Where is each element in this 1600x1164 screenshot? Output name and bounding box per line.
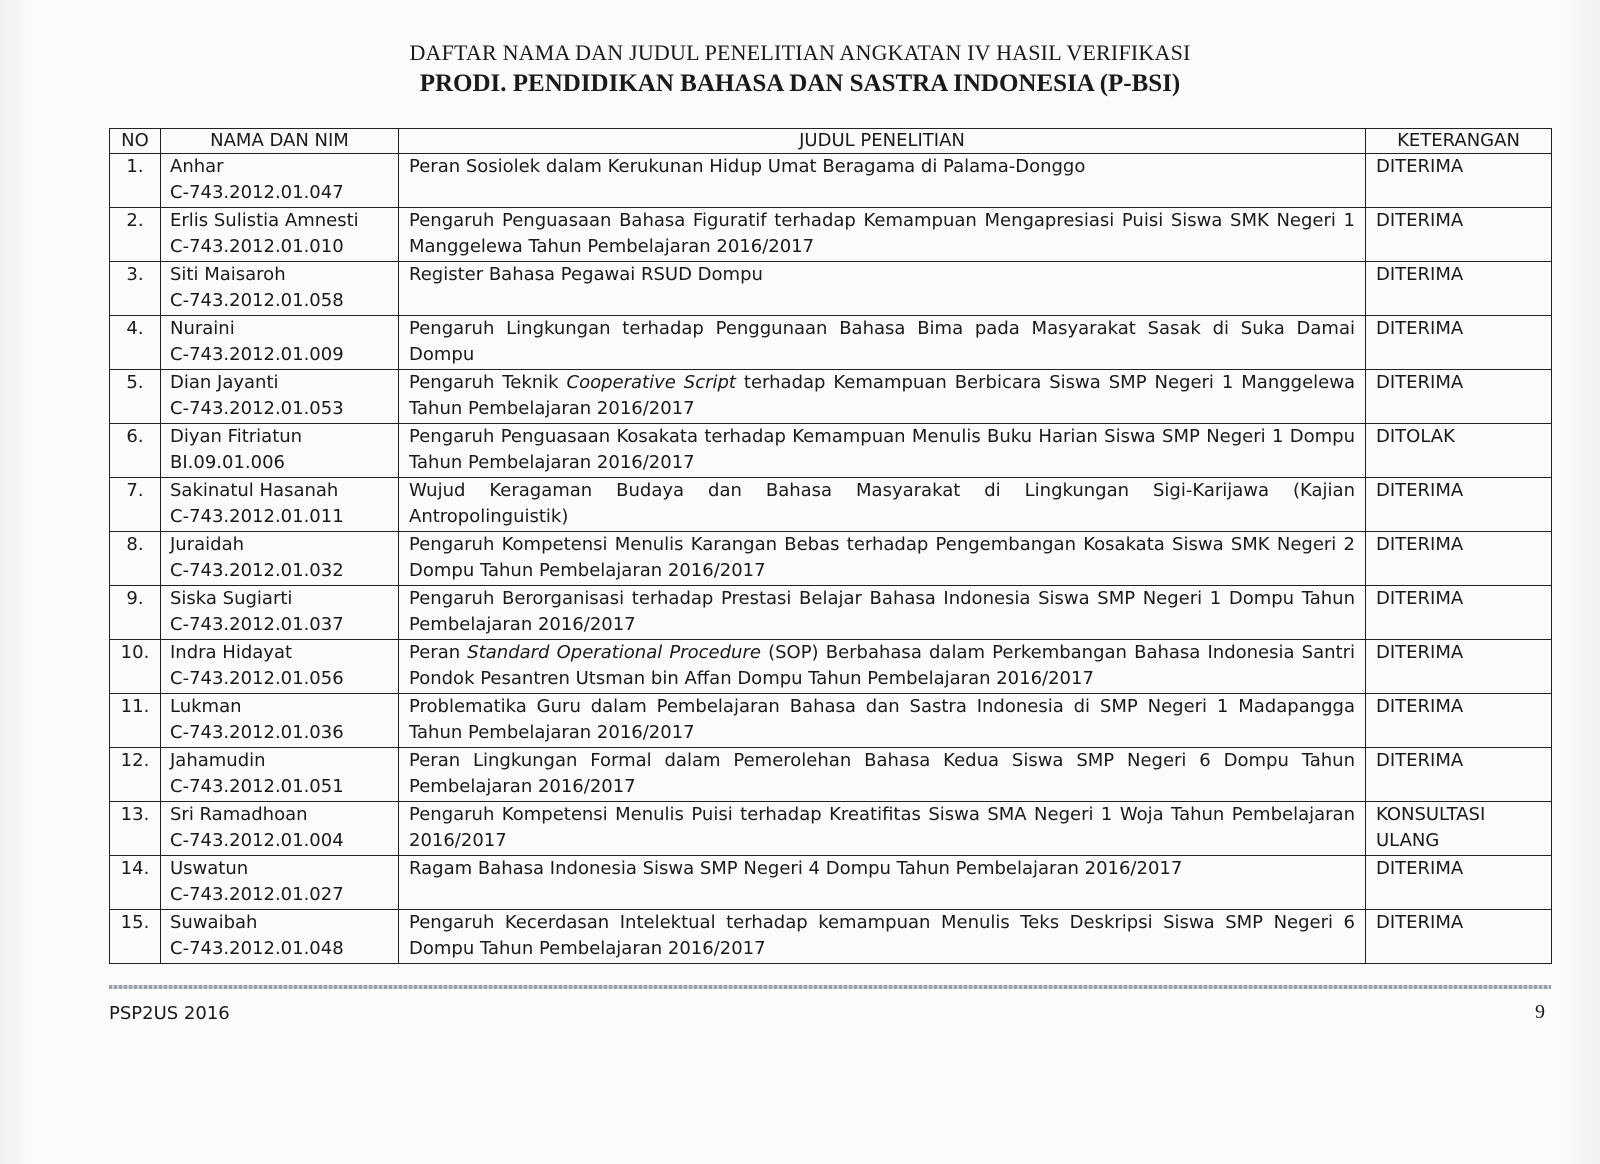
table-row	[110, 424, 1552, 478]
student-name: Lukman	[170, 696, 242, 717]
table-row	[110, 370, 1552, 424]
student-name: Sri Ramadhoan	[170, 804, 308, 825]
table-row	[110, 154, 1552, 208]
research-title	[399, 694, 1366, 748]
column-header-status: KETERANGAN	[1366, 129, 1552, 154]
title-segment: Ragam Bahasa Indonesia Siswa SMP Negeri 4 Dompu Tahun Pembelajaran 2016/2017	[409, 858, 1183, 879]
research-title	[399, 370, 1366, 424]
student-nim: BI.09.01.006	[170, 452, 285, 473]
research-title	[399, 910, 1366, 964]
row-number: 11.	[110, 694, 161, 748]
title-segment: Pengaruh Lingkungan terhadap Penggunaan Bahasa Bima pada Masyarakat Sasak di Suka Damai Dompu	[409, 318, 1355, 365]
title-segment: Pengaruh Teknik	[409, 372, 567, 393]
title-segment: Peran Lingkungan Formal dalam Pemerolehan Bahasa Kedua Siswa SMP Negeri 6 Dompu Tahun Pembelajaran 2016/2017	[409, 750, 1355, 797]
status-cell: DITERIMA	[1366, 154, 1552, 208]
name-nim-cell	[161, 316, 399, 370]
name-nim-cell	[161, 370, 399, 424]
status-cell: DITERIMA	[1366, 586, 1552, 640]
name-nim-cell	[161, 802, 399, 856]
name-nim-cell	[161, 154, 399, 208]
student-name: Erlis Sulistia Amnesti	[170, 210, 359, 231]
student-name: Diyan Fitriatun	[170, 426, 303, 447]
student-nim: C-743.2012.01.053	[170, 398, 344, 419]
name-nim-cell	[161, 694, 399, 748]
table-row	[110, 532, 1552, 586]
student-nim: C-743.2012.01.056	[170, 668, 344, 689]
row-number: 7.	[110, 478, 161, 532]
column-header-no: NO	[110, 129, 161, 154]
student-nim: C-743.2012.01.037	[170, 614, 344, 635]
table-row	[110, 208, 1552, 262]
column-header-title: JUDUL PENELITIAN	[399, 129, 1366, 154]
student-name: Juraidah	[170, 534, 245, 555]
title-segment: Pengaruh Berorganisasi terhadap Prestasi Belajar Bahasa Indonesia Siswa SMP Negeri 1 Dompu Tahun Pembelajaran 2016/2017	[409, 588, 1355, 635]
student-name: Dian Jayanti	[170, 372, 279, 393]
research-table	[109, 128, 1552, 964]
name-nim-cell	[161, 856, 399, 910]
research-title	[399, 856, 1366, 910]
student-nim: C-743.2012.01.048	[170, 938, 344, 959]
status-cell: DITOLAK	[1366, 424, 1552, 478]
student-nim: C-743.2012.01.051	[170, 776, 344, 797]
row-number: 5.	[110, 370, 161, 424]
student-nim: C-743.2012.01.010	[170, 236, 344, 257]
title-italic-segment: Cooperative Script	[566, 372, 736, 393]
table-row	[110, 262, 1552, 316]
name-nim-cell	[161, 208, 399, 262]
title-segment: Peran	[409, 642, 468, 663]
title-segment: Problematika Guru dalam Pembelajaran Bahasa dan Sastra Indonesia di SMP Negeri 1 Madapangga Tahun Pembelajaran 2016/2017	[409, 696, 1355, 743]
student-nim: C-743.2012.01.058	[170, 290, 344, 311]
status-cell: DITERIMA	[1366, 910, 1552, 964]
research-title	[399, 748, 1366, 802]
student-nim: C-743.2012.01.047	[170, 182, 344, 203]
row-number: 14.	[110, 856, 161, 910]
research-title	[399, 532, 1366, 586]
table-row	[110, 640, 1552, 694]
research-title	[399, 640, 1366, 694]
name-nim-cell	[161, 586, 399, 640]
status-cell: DITERIMA	[1366, 262, 1552, 316]
student-name: Jahamudin	[170, 750, 266, 771]
status-cell: KONSULTASI ULANG	[1366, 802, 1552, 856]
table-row	[110, 694, 1552, 748]
student-name: Siti Maisaroh	[170, 264, 286, 285]
table-row	[110, 748, 1552, 802]
title-segment: Wujud Keragaman Budaya dan Bahasa Masyarakat di Lingkungan Sigi-Karijawa (Kajian Antropolinguistik)	[409, 480, 1355, 527]
title-segment: Pengaruh Penguasaan Bahasa Figuratif terhadap Kemampuan Mengapresiasi Puisi Siswa SMK Negeri 1 Manggelewa Tahun Pembelajaran 2016/2017	[409, 210, 1355, 257]
status-cell: DITERIMA	[1366, 748, 1552, 802]
name-nim-cell	[161, 262, 399, 316]
student-nim: C-743.2012.01.009	[170, 344, 344, 365]
student-name: Nuraini	[170, 318, 235, 339]
title-segment: Pengaruh Kompetensi Menulis Puisi terhadap Kreatifitas Siswa SMA Negeri 1 Woja Tahun Pembelajaran 2016/2017	[409, 804, 1355, 851]
row-number: 9.	[110, 586, 161, 640]
name-nim-cell	[161, 532, 399, 586]
table-row	[110, 856, 1552, 910]
row-number: 13.	[110, 802, 161, 856]
table-body	[110, 154, 1552, 964]
name-nim-cell	[161, 478, 399, 532]
research-title	[399, 802, 1366, 856]
title-segment: Pengaruh Kecerdasan Intelektual terhadap kemampuan Menulis Teks Deskripsi Siswa SMP Negeri 6 Dompu Tahun Pembelajaran 2016/2017	[409, 912, 1355, 959]
student-nim: C-743.2012.01.011	[170, 506, 344, 527]
title-segment: Register Bahasa Pegawai RSUD Dompu	[409, 264, 763, 285]
student-nim: C-743.2012.01.004	[170, 830, 344, 851]
document-subtitle: PRODI. PENDIDIKAN BAHASA DAN SASTRA INDONESIA (P-BSI)	[419, 70, 1181, 97]
row-number: 3.	[110, 262, 161, 316]
student-name: Uswatun	[170, 858, 249, 879]
research-title	[399, 316, 1366, 370]
title-segment: (SOP) Berbahasa dalam Perkembangan Bahasa Indonesia Santri Pondok Pesantren Utsman bin Affan Dompu Tahun Pembelajaran 2016/2017	[409, 642, 1355, 689]
status-cell: DITERIMA	[1366, 532, 1552, 586]
row-number: 10.	[110, 640, 161, 694]
row-number: 2.	[110, 208, 161, 262]
row-number: 8.	[110, 532, 161, 586]
row-number: 4.	[110, 316, 161, 370]
student-nim: C-743.2012.01.036	[170, 722, 344, 743]
table-row	[110, 478, 1552, 532]
status-cell: DITERIMA	[1366, 856, 1552, 910]
status-cell: DITERIMA	[1366, 694, 1552, 748]
student-name: Anhar	[170, 156, 224, 177]
table-row	[110, 910, 1552, 964]
table-row	[110, 802, 1552, 856]
table-row	[110, 586, 1552, 640]
name-nim-cell	[161, 748, 399, 802]
research-title	[399, 586, 1366, 640]
student-name: Suwaibah	[170, 912, 258, 933]
page-number: 9	[1535, 1001, 1545, 1023]
title-segment: Peran Sosiolek dalam Kerukunan Hidup Umat Beragama di Palama-Donggo	[409, 156, 1086, 177]
document-title: DAFTAR NAMA DAN JUDUL PENELITIAN ANGKATAN IV HASIL VERIFIKASI	[409, 40, 1191, 65]
title-segment: terhadap Kemampuan Berbicara Siswa SMP Negeri 1 Manggelewa Tahun Pembelajaran 2016/2017	[409, 372, 1355, 419]
research-title	[399, 154, 1366, 208]
student-nim: C-743.2012.01.027	[170, 884, 344, 905]
status-cell: DITERIMA	[1366, 478, 1552, 532]
title-segment: Pengaruh Penguasaan Kosakata terhadap Kemampuan Menulis Buku Harian Siswa SMP Negeri 1 Dompu Tahun Pembelajaran 2016/2017	[409, 426, 1355, 473]
table-header-row	[110, 129, 1552, 154]
row-number: 12.	[110, 748, 161, 802]
student-name: Sakinatul Hasanah	[170, 480, 339, 501]
row-number: 15.	[110, 910, 161, 964]
table-row	[110, 316, 1552, 370]
student-nim: C-743.2012.01.032	[170, 560, 344, 581]
row-number: 6.	[110, 424, 161, 478]
name-nim-cell	[161, 640, 399, 694]
row-number: 1.	[110, 154, 161, 208]
name-nim-cell	[161, 424, 399, 478]
title-segment: Pengaruh Kompetensi Menulis Karangan Bebas terhadap Pengembangan Kosakata Siswa SMK Negeri 2 Dompu Tahun Pembelajaran 2016/2017	[409, 534, 1355, 581]
name-nim-cell	[161, 910, 399, 964]
student-name: Siska Sugiarti	[170, 588, 293, 609]
footer-label: PSP2US 2016	[109, 1003, 230, 1024]
status-cell: DITERIMA	[1366, 208, 1552, 262]
research-title	[399, 262, 1366, 316]
title-italic-segment: Standard Operational Procedure	[467, 642, 761, 663]
status-cell: DITERIMA	[1366, 640, 1552, 694]
research-title	[399, 424, 1366, 478]
student-name: Indra Hidayat	[170, 642, 293, 663]
research-title	[399, 478, 1366, 532]
column-header-name: NAMA DAN NIM	[161, 129, 399, 154]
status-cell: DITERIMA	[1366, 370, 1552, 424]
status-cell: DITERIMA	[1366, 316, 1552, 370]
footer-divider	[109, 985, 1551, 989]
research-title	[399, 208, 1366, 262]
